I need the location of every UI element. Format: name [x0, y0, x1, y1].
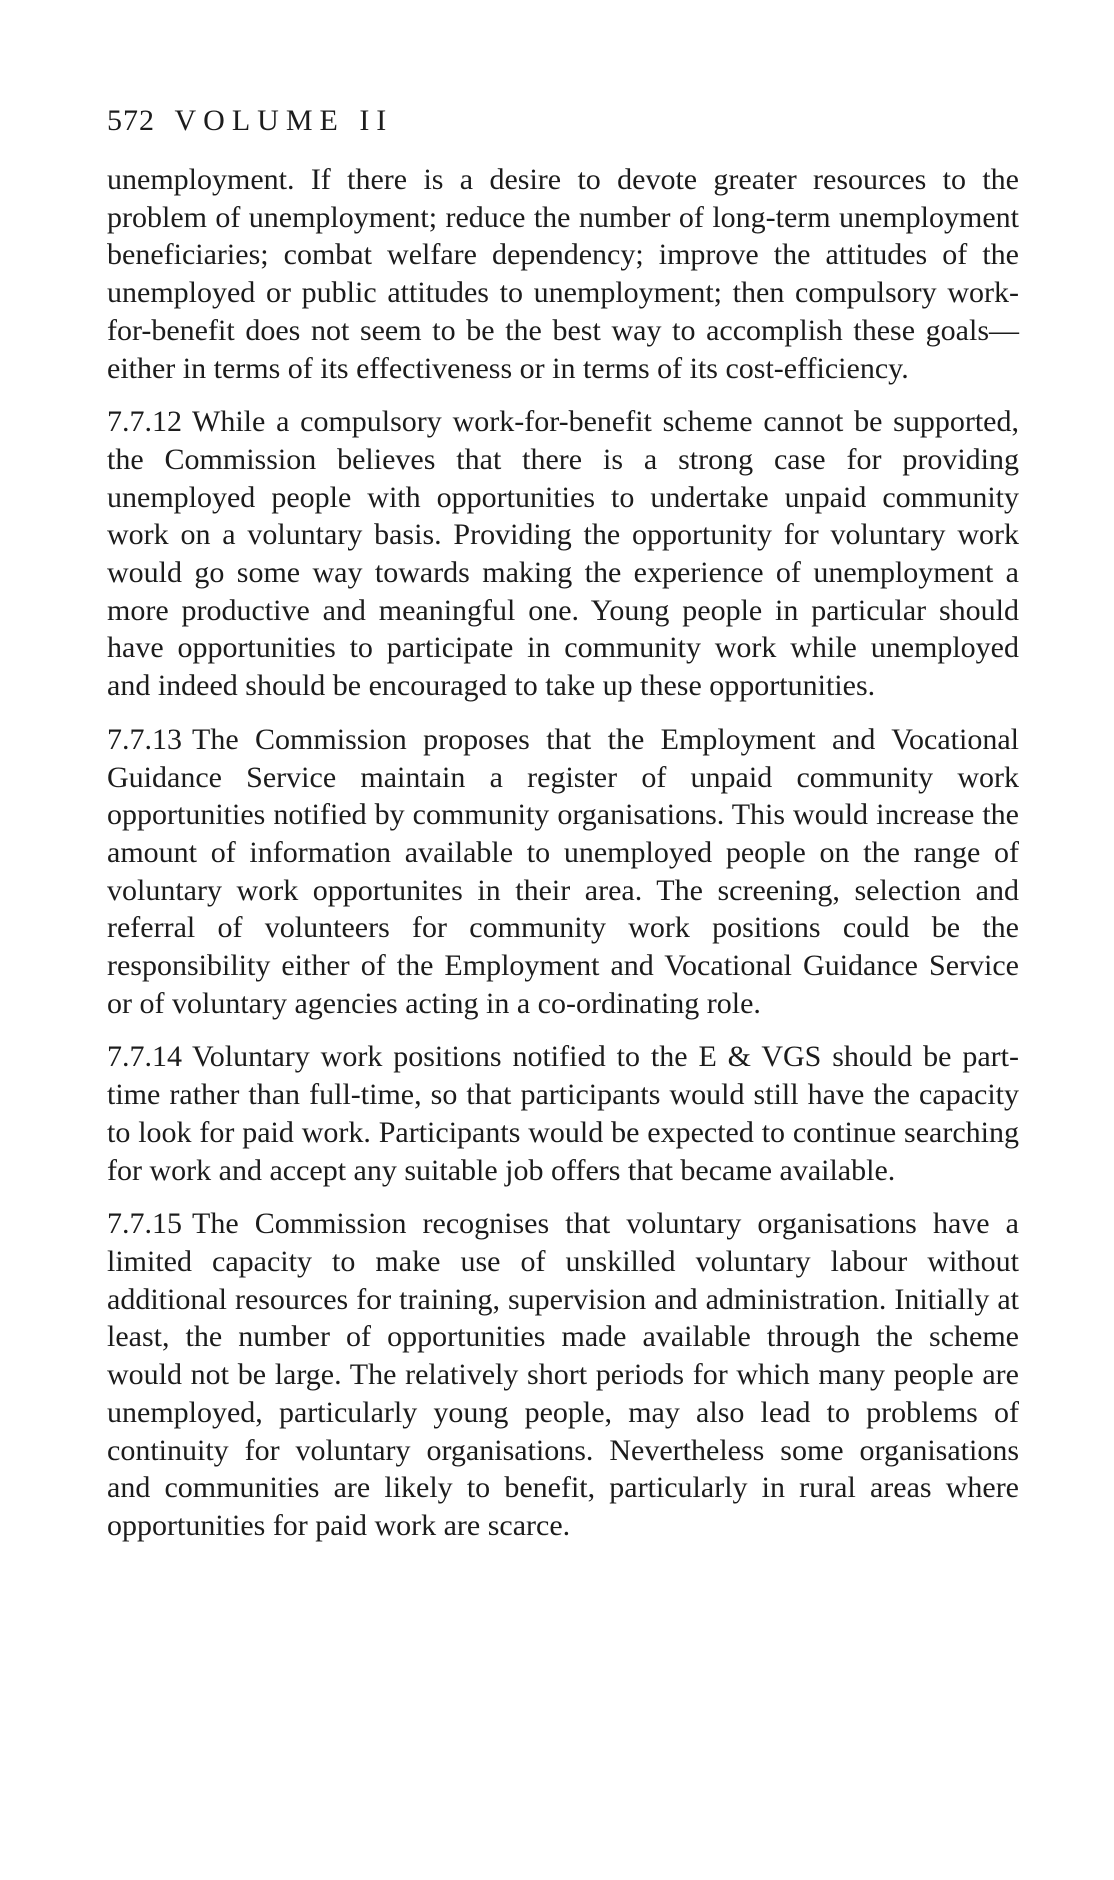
body-text	[107, 161, 1019, 1561]
paragraph-continued	[107, 161, 1019, 387]
paragraph-text: The Commission proposes that the Employment and Vocational Guidance Service maintain a register of unpaid community work opportunities notified by community organisations. This would increase the amount of information available to unemployed people on the range of voluntary work opportunites in their area. The screening, selection and referral of volunteers for community work positions could be the responsibility either of the Employment and Vocational Guidance Service or of voluntary agencies acting in a co-ordinating role.	[107, 722, 1019, 1020]
paragraph-7-7-15	[107, 1205, 1019, 1544]
paragraph-number: 7.7.13	[107, 722, 182, 756]
paragraph-number: 7.7.12	[107, 405, 182, 439]
paragraph-number: 7.7.14	[107, 1040, 182, 1074]
running-head	[107, 100, 1007, 142]
paragraph-text: unemployment. If there is a desire to devote greater resources to the problem of unemployment; reduce the number of long-term unemployment beneficiaries; combat welfare dependency; improve the attitudes of the unemployed or public attitudes to unemployment; then compulsory work-for-benefit does not seem to be the best way to accomplish these goals—either in terms of its effectiveness or in terms of its cost-efficiency.	[107, 163, 1019, 385]
paragraph-7-7-14	[107, 1038, 1019, 1189]
paragraph-text: The Commission recognises that voluntary organisations have a limited capacity to make use of unskilled voluntary labour without additional resources for training, supervision and administration. Initially at least, the number of opportunities made available through the scheme would not be large. The relatively short periods for which many people are unemployed, particularly young people, may also lead to problems of continuity for voluntary organisations. Nevertheless some organisations and communities are likely to benefit, particularly in rural areas where opportunities for paid work are scarce.	[107, 1207, 1019, 1542]
paragraph-text: While a compulsory work-for-benefit scheme cannot be supported, the Commission believes that there is a strong case for providing unemployed people with opportunities to undertake unpaid community work on a voluntary basis. Providing the opportunity for voluntary work would go some way towards making the experience of unemployment a more productive and meaningful one. Young people in particular should have opportunities to participate in community work while unemployed and indeed should be encouraged to take up these opportunities.	[107, 405, 1019, 703]
volume-label: VOLUME II	[174, 104, 394, 137]
paragraph-text: Voluntary work positions notified to the E & VGS should be part-time rather than full-time, so that participants would still have the capacity to look for paid work. Participants would be expected to continue searching for work and accept any suitable job offers that became available.	[107, 1040, 1019, 1187]
paragraph-7-7-13	[107, 721, 1019, 1023]
page-number: 572	[107, 104, 155, 137]
paragraph-number: 7.7.15	[107, 1207, 182, 1241]
paragraph-7-7-12	[107, 403, 1019, 705]
